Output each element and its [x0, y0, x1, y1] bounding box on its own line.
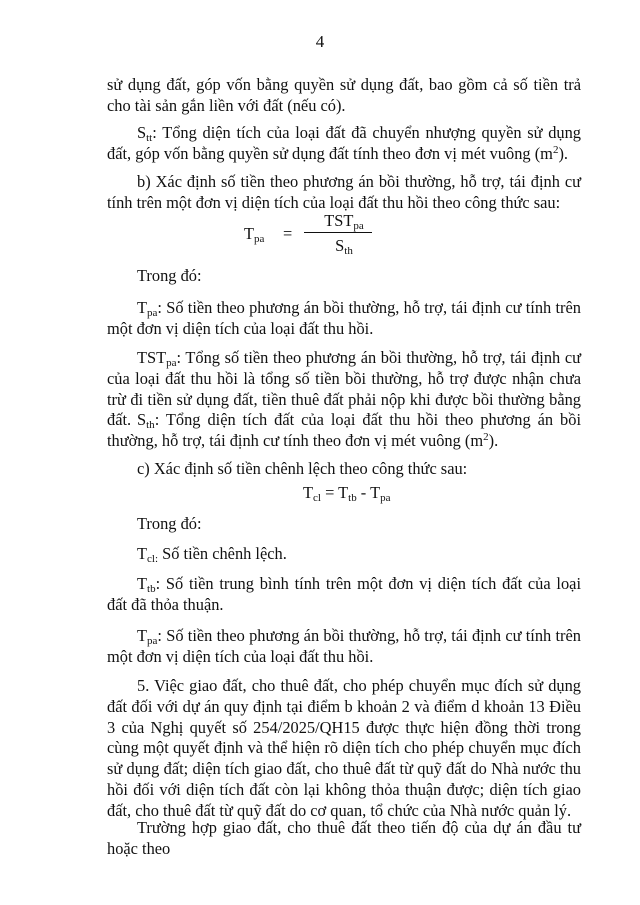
definition-stt: $S_{tt}$: Tổng diện tích của loại đất đã chuyển nhượng quyền sử dụng đất, góp vốn bằng quyền sử dụng đất tính theo đơn vị mét vuông $(m^2)$. [107, 123, 581, 163]
section-c-intro: c) Xác định số tiền chênh lệch theo công thức sau: [137, 459, 468, 478]
formula-tcl: $T_{cl} = T_{tb} - T_{pa}$ [303, 483, 391, 504]
fraction-line [304, 232, 372, 233]
formula-denominator: $S_{th}$ [335, 236, 353, 257]
formula-equals: = [283, 224, 293, 243]
formula-numerator: $TST_{pa}$ [324, 211, 364, 232]
where-label-2: Trong đó: [137, 514, 202, 533]
last-paragraph: Trường hợp giao đất, cho thuê đất theo tiến độ của dự án đầu tư hoặc theo [107, 818, 581, 858]
item-5-paragraph: 5. Việc giao đất, cho thuê đất, cho phép chuyển mục đích sử dụng đất đối với dự án quy định tại điểm b khoản 2 và điểm d khoản 13 Điều 3 của Nghị quyết số 254/2025/QH15 được thực hiện đồng thời trong cùng một quyết định và thể hiện rõ diện tích cho phép chuyển mục đích sử dụng đất; diện tích giao đất, cho thuê đất từ quỹ đất do Nhà nước thu hồi đối với diện tích đất còn lại không thỏa thuận được; diện tích giao đất, cho thuê đất từ quỹ đất do cơ quan, tổ chức của Nhà nước quản lý. [107, 676, 581, 820]
definition-sth: $S_{th}$: Tổng diện tích đất của loại đất thu hồi theo phương án bồi thường, hỗ trợ, tái định cư tính theo đơn vị mét vuông $(m^2)$. [107, 410, 581, 450]
page-number: 4 [315, 32, 325, 51]
definition-tpa-1: $T_{pa}$: Số tiền theo phương án bồi thường, hỗ trợ, tái định cư tính trên một đơn vị diện tích của loại đất thu hồi. [107, 298, 581, 338]
paragraph-continuation: sử dụng đất, góp vốn bằng quyền sử dụng đất, bao gồm cả số tiền trả cho tài sản gắn liền với đất (nếu có). [107, 75, 581, 115]
definition-ttb: $T_{tb}$: Số tiền trung bình tính trên một đơn vị diện tích đất của loại đất đã thỏa thuận. [107, 574, 581, 614]
formula-lhs: $T_{pa}$ [244, 224, 265, 245]
definition-tcl: $T_{cl:}$ Số tiền chênh lệch. [137, 544, 287, 565]
where-label-1: Trong đó: [137, 266, 202, 285]
section-b-intro: b) Xác định số tiền theo phương án bồi thường, hỗ trợ, tái định cư tính trên một đơn vị diện tích của loại đất thu hồi theo công thức sau: [107, 172, 581, 212]
definition-tstpa: $TST_{pa}$: Tổng số tiền theo phương án bồi thường, hỗ trợ, tái định cư của loại đất thu hồi là tổng số tiền bồi thường, hỗ trợ được nhận chưa trừ đi tiền sử dụng đất, tiền thuê đất phải nộp khi được bồi thường bằng đất. [107, 348, 581, 430]
definition-tpa-2: $T_{pa}$: Số tiền theo phương án bồi thường, hỗ trợ, tái định cư tính trên một đơn vị diện tích của loại đất thu hồi. [107, 626, 581, 666]
